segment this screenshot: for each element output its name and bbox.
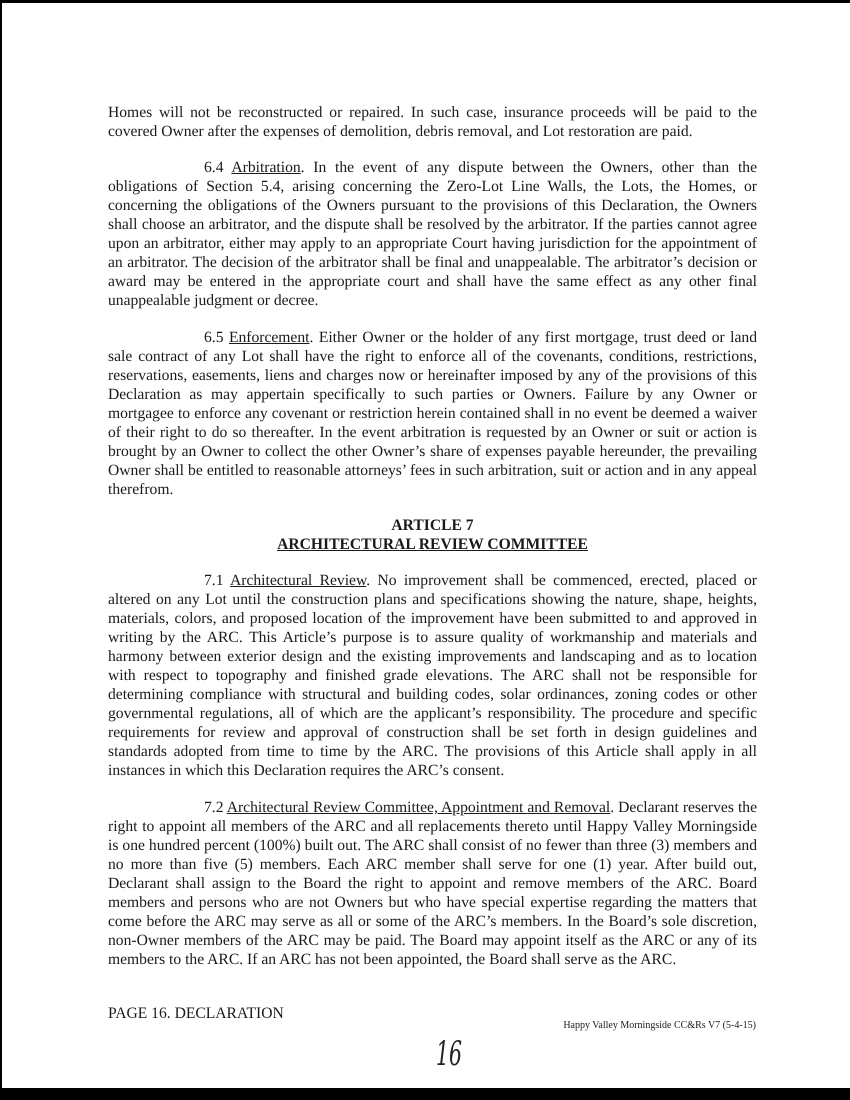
section-7-2-paragraph [108, 798, 757, 969]
section-7-1-title: Architectural Review [229, 572, 367, 589]
section-7-2-title: Architectural Review Committee, Appointment and Removal [226, 799, 611, 816]
section-7-2 [108, 798, 757, 969]
section-7-1-paragraph [108, 571, 757, 780]
scan-border-left [0, 0, 2, 1100]
document-version: Happy Valley Morningside CC&Rs V7 (5-4-15) [563, 1020, 756, 1031]
section-6-5-body: . Either Owner or the holder of any first mortgage, trust deed or land sale contract of any Lot shall have the right to enforce all of the covenants, conditions, restrictions, reservations, easements, liens and charges now or hereinafter imposed by any of the provisions of this Declaration as may appertain specifically to such parties or Owners. Failure by any Owner or mortgagee to enforce any covenant or restriction herein contained shall in no event be deemed a waiver of their right to do so thereafter. In the event arbitration is requested by an Owner or suit or action is brought by an Owner to collect the other Owner’s share of expenses payable hereunder, the prevailing Owner shall be entitled to reasonable attorneys’ fees in such arbitration, suit or action and in any appeal therefrom. [108, 329, 757, 498]
article-label: ARTICLE 7 [391, 517, 474, 534]
section-7-1 [108, 571, 757, 780]
section-7-2-body: . Declarant reserves the right to appoint all members of the ARC and all replacements thereto until Happy Valley Morningside is one hundred percent (100%) built out. The ARC shall consist of no fewer than three (3) members and no more than five (5) members. Each ARC member shall serve for one (1) year. After build out, Declarant shall assign to the Board the right to appoint and remove members of the ARC. Board members and persons who are not Owners but who have special expertise regarding the matters that come before the ARC may serve as all or some of the ARC’s members. In the Board’s sole discretion, non-Owner members of the ARC may be paid. The Board may appoint itself as the ARC or any of its members to the ARC. If an ARC has not been appointed, the Board shall serve as the ARC. [108, 799, 757, 968]
section-7-1-number: 7.1 [204, 572, 224, 589]
section-7-1-body: . No improvement shall be commenced, erected, placed or altered on any Lot until the construction plans and specifications showing the nature, shape, heights, materials, colors, and proposed location of the improvement have been submitted to and approved in writing by the ARC. This Article’s purpose is to assure quality of workmanship and materials and harmony between exterior design and the existing improvements and landscaping and as to location with respect to topography and finished grade elevations. The ARC shall not be responsible for determining compliance with structural and building codes, solar ordinances, zoning codes or other governmental regulations, all of which are the applicant’s responsibility. The procedure and specific requirements for review and approval of construction shall be set forth in design guidelines and standards adopted from time to time by the ARC. The provisions of this Article shall apply in all instances in which this Declaration requires the ARC’s consent. [108, 572, 757, 779]
section-6-5-paragraph [108, 328, 757, 499]
page-label: PAGE 16. DECLARATION [108, 1005, 284, 1022]
section-6-5 [108, 328, 757, 499]
section-6-4-title: Arbitration [231, 159, 301, 176]
intro-paragraph: Homes will not be reconstructed or repaired. In such case, insurance proceeds will be paid to the covered Owner after the expenses of demolition, debris removal, and Lot restoration are paid. [108, 104, 757, 140]
article-title: ARCHITECTURAL REVIEW COMMITTEE [277, 536, 588, 553]
section-6-4-paragraph [108, 158, 757, 310]
section-7-2-number: 7.2 [204, 799, 224, 816]
scan-border-bottom [0, 1088, 850, 1100]
article-heading-block [108, 516, 757, 554]
section-6-4-body: . In the event of any dispute between the Owners, other than the obligations of Section 5.4, arising concerning the Zero-Lot Line Walls, the Lots, the Homes, or concerning the obligations of the Owners pursuant to the provisions of this Declaration, the Owners shall choose an arbitrator, and the dispute shall be resolved by the arbitrator. If the parties cannot agree upon an arbitrator, either may apply to an appropriate Court having jurisdiction for the appointment of an arbitrator. The decision of the arbitrator shall be final and unappealable. The arbitrator’s decision or award may be entered in the appropriate court and shall have the same effect as any other final unappealable judgment or decree. [108, 159, 757, 309]
intro-paragraph-block [108, 103, 757, 141]
handwritten-page-number: 16 [436, 1034, 462, 1074]
section-6-5-title: Enforcement [228, 329, 310, 346]
scan-border-top [0, 0, 850, 3]
section-6-4-number: 6.4 [204, 159, 224, 176]
section-6-4 [108, 158, 757, 310]
section-6-5-number: 6.5 [204, 329, 224, 346]
